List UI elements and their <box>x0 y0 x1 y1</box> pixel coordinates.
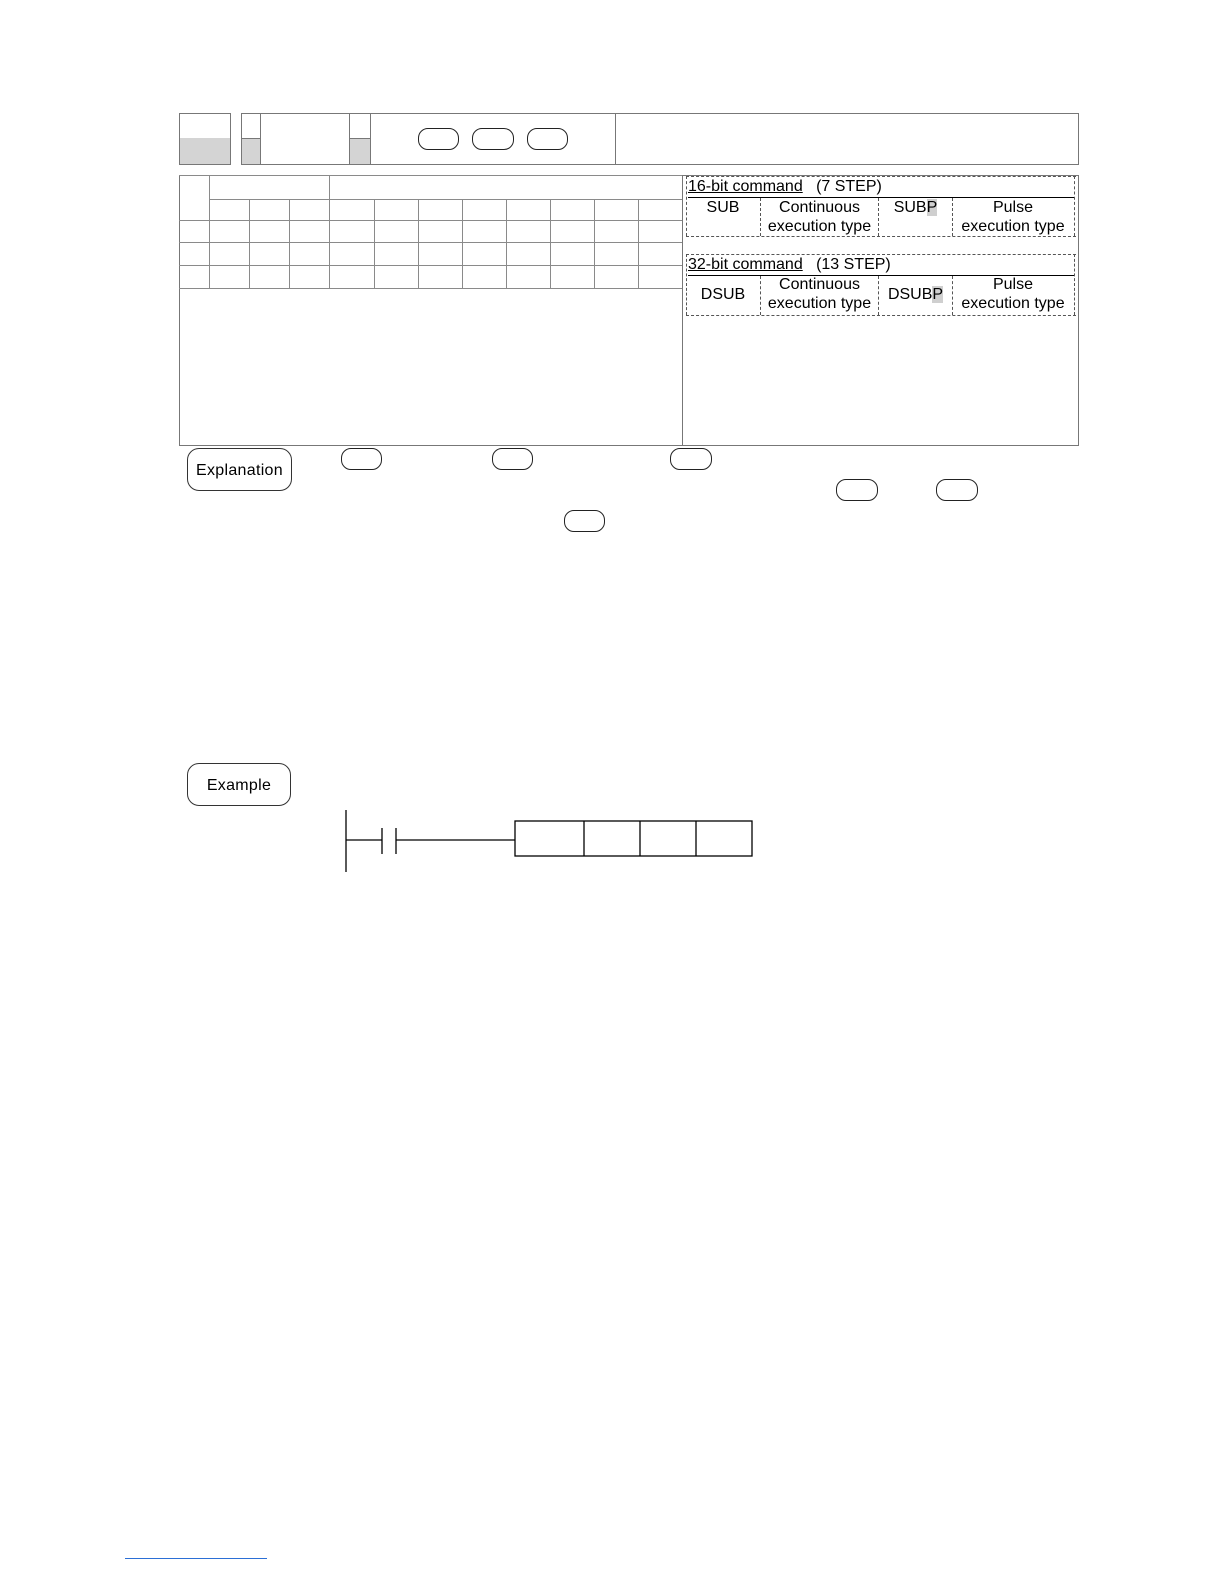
cmd32-pulse-line2: execution type <box>961 295 1065 312</box>
explanation-pill-6 <box>564 510 605 532</box>
cmd16-pulse-prefix: SUB <box>893 199 927 216</box>
header-divider-a <box>260 113 261 165</box>
cmd16-steps: (7 STEP) <box>816 178 882 195</box>
explanation-pill-3 <box>670 448 712 470</box>
header-shade-b <box>350 138 370 164</box>
cmd16-block <box>686 176 1076 238</box>
cmd16-right-border <box>1074 176 1075 236</box>
header-box-function <box>615 113 1079 165</box>
cmd16-title: 16-bit command <box>688 178 803 195</box>
cmd32-continuous-line2: execution type <box>767 295 872 312</box>
cmd16-continuous-line1: Continuous <box>779 199 860 216</box>
cmd16-pulse-type <box>953 198 1073 236</box>
cmd32-continuous-type <box>761 275 878 313</box>
explanation-pill-2 <box>492 448 533 470</box>
cmd16-continuous-line2: execution type <box>767 218 872 235</box>
cmd16-pulse-name <box>879 198 952 217</box>
operand-pill-s1 <box>418 128 459 150</box>
example-badge: Example <box>187 763 291 806</box>
cmd32-continuous-name: DSUB <box>700 286 746 303</box>
cmd32-pulse-line1: Pulse <box>992 276 1034 293</box>
device-grid <box>179 175 683 289</box>
explanation-pill-5 <box>936 479 978 501</box>
cmd32-pulse-type <box>953 275 1073 313</box>
device-table <box>179 175 683 289</box>
cmd16-pulse-suffix: P <box>926 199 938 216</box>
cmd32-top-border <box>686 254 1076 255</box>
cmd16-continuous-name: SUB <box>706 199 740 216</box>
cmd32-right-border <box>1074 254 1075 315</box>
instruction-box <box>515 821 752 856</box>
header-shade-left <box>180 138 230 164</box>
ladder-diagram <box>340 808 760 878</box>
cmd32-pulse-name <box>879 285 952 304</box>
cmd16-top-border <box>686 176 1076 177</box>
cmd16-continuous-type <box>761 198 878 236</box>
cmd32-steps: (13 STEP) <box>816 256 891 273</box>
operand-pill-s2 <box>472 128 514 150</box>
cmd32-continuous-line1: Continuous <box>779 276 860 293</box>
explanation-pill-1 <box>341 448 382 470</box>
cmd32-title-line <box>688 256 891 274</box>
operand-pill-d <box>527 128 568 150</box>
cmd32-title: 32-bit command <box>688 256 803 273</box>
main-divider <box>682 175 683 446</box>
cmd32-bottom-border <box>686 315 1076 316</box>
header-hline-b <box>350 138 370 139</box>
cmd16-pulse-line1: Pulse <box>992 199 1034 216</box>
cmd32-pulse-prefix: DSUB <box>887 286 933 303</box>
cmd16-bottom-border <box>686 236 1076 237</box>
cmd16-title-line <box>688 178 882 196</box>
header-shade-a <box>242 138 260 164</box>
cmd32-block <box>686 254 1076 316</box>
explanation-pill-4 <box>836 479 878 501</box>
header-hline-a <box>242 138 260 139</box>
footer-rule <box>125 1558 267 1559</box>
cmd16-pulse-line2: execution type <box>961 218 1065 235</box>
cmd32-pulse-suffix: P <box>932 286 944 303</box>
explanation-badge: Explanation <box>187 448 292 491</box>
